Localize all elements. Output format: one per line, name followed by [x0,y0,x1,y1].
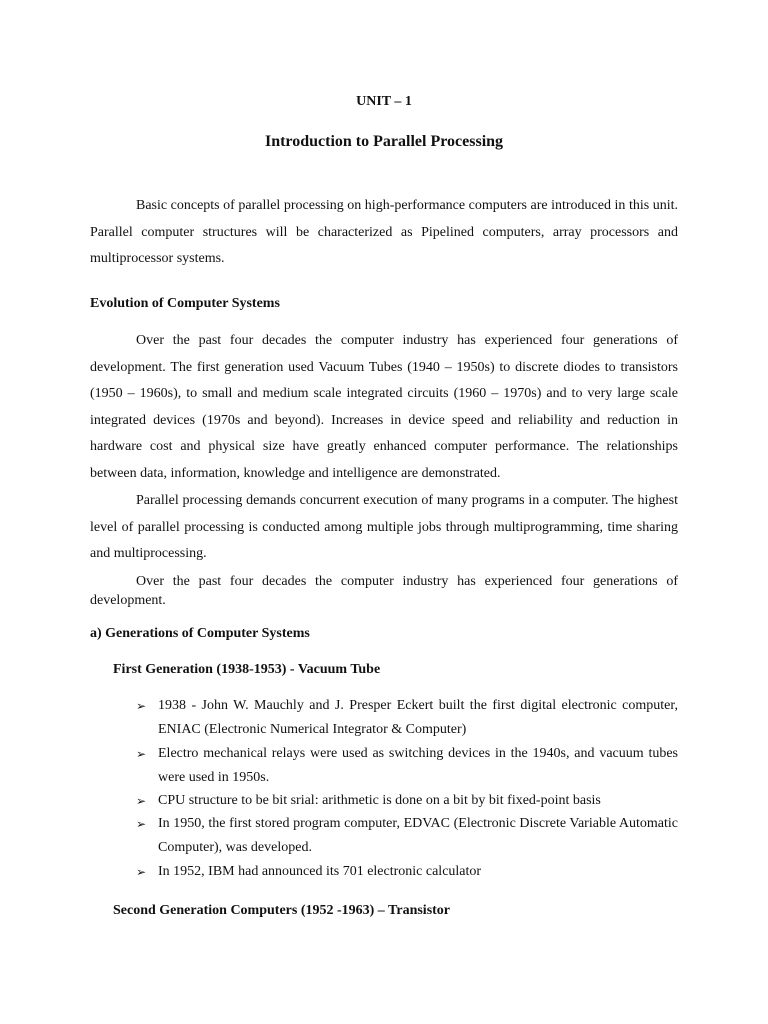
subheading-second-generation: Second Generation Computers (1952 -1963) – Transistor [113,903,451,918]
section-heading-generations: a) Generations of Computer Systems [90,626,310,641]
evolution-paragraph-2: Parallel processing demands concurrent execution of many programs in a computer. The highest level of parallel processing is conducted among multiple jobs through multiprogramming, time sharing and multiprocessing. [90,493,678,562]
unit-label: UNIT – 1 [356,94,412,109]
arrow-bullet-icon: ➢ [136,817,147,831]
list-item [136,790,678,812]
list-item-text: In 1950, the first stored program computer, EDVAC (Electronic Discrete Variable Automatic Computer), was developed. [158,816,678,855]
evolution-paragraph-1: Over the past four decades the computer industry has experienced four generations of development. The first generation used Vacuum Tubes (1940 – 1950s) to discrete diodes to transistors (1950 – 1960s), to small and medium scale integrated circuits (1960 – 1970s) and to very large scale integrated devices (1970s and beyond). Increases in device speed and reliability and reduction in hardware cost and physical size have greatly enhanced computer performance. The relationships between data, information, knowledge and intelligence are demonstrated. [90,333,678,481]
list-item-text: Electro mechanical relays were used as switching devices in the 1940s, and vacuum tubes were used in 1950s. [158,746,678,785]
list-item [136,694,678,742]
intro-paragraph: Basic concepts of parallel processing on high-performance computers are introduced in this unit. Parallel computer structures will be characterized as Pipelined computers, array processors and multiprocessor systems. [90,198,678,267]
subheading-first-generation: First Generation (1938-1953) - Vacuum Tube [113,662,381,677]
evolution-paragraph-3: Over the past four decades the computer industry has experienced four generations of development. [90,574,678,608]
arrow-bullet-icon: ➢ [136,699,147,713]
first-generation-bullet-list [136,694,678,884]
list-item-text: In 1952, IBM had announced its 701 electronic calculator [158,864,482,879]
arrow-bullet-icon: ➢ [136,865,147,879]
section-heading-evolution: Evolution of Computer Systems [90,296,280,311]
page-title: Introduction to Parallel Processing [264,133,504,150]
list-item-text: 1938 - John W. Mauchly and J. Presper Eckert built the first digital electronic computer, ENIAC (Electronic Numerical Integrator & Computer) [158,698,678,737]
arrow-bullet-icon: ➢ [136,747,147,761]
arrow-bullet-icon: ➢ [136,794,147,808]
list-item [136,812,678,860]
list-item [136,860,678,884]
list-item [136,742,678,790]
list-item-text: CPU structure to be bit srial: arithmetic is done on a bit by bit fixed-point basis [158,793,601,808]
